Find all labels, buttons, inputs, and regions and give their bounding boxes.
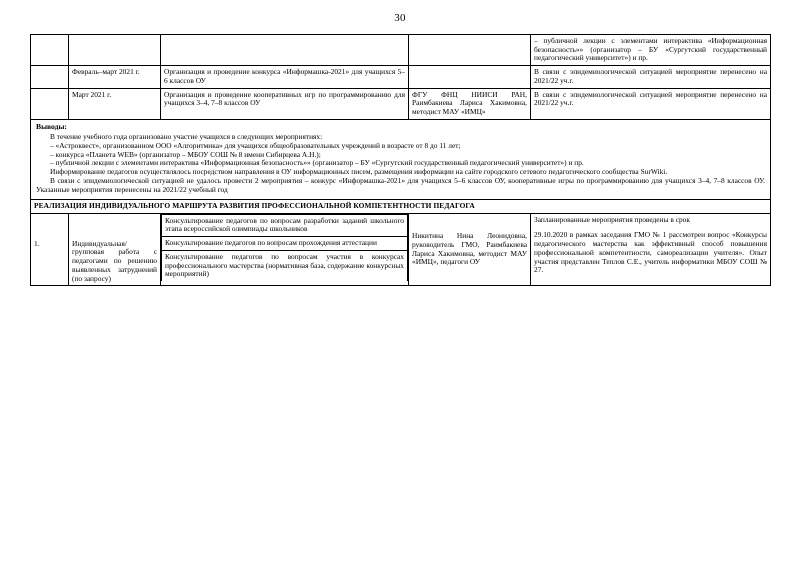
activity-row — [162, 237, 408, 251]
conclusions-paragraph: В течение учебного года организовано участие учащихся в следующих мероприятиях: — [50, 131, 323, 141]
conclusions-title: Выводы: — [36, 121, 67, 131]
table-row — [31, 66, 771, 88]
row-cell-responsible — [409, 66, 531, 88]
section-title-row — [31, 199, 771, 213]
conclusions-paragraph: – публичной лекции с элементами интерактива «Информационная безопасность»» (организатор – БУ «Сургутский государственный педагогический университет») и пр. — [50, 158, 584, 168]
row-cell-period: Февраль–март 2021 г. — [69, 66, 161, 88]
row-cell-result: В связи с эпидемиологической ситуацией мероприятие перенесено на 2021/22 уч.г. — [531, 66, 771, 88]
page-number: 30 — [394, 12, 406, 24]
conclusions-cell — [31, 119, 771, 199]
activity-text: Консультирование педагогов по вопросам участия в конкурсах профессионального мастерства (нормативная база, содержание конкурсных мероприятий) — [162, 250, 408, 281]
row-cell-number — [31, 66, 69, 88]
row-cell-activities — [161, 213, 409, 286]
table-row — [31, 88, 771, 119]
table-row — [31, 213, 771, 286]
row-cell-period — [69, 35, 161, 66]
row-cell-responsible: Никитина Нина Леонидовна, руководитель ГМО, Раимбакиева Лариса Хакимовна, методист МАУ «ИМЦ», педагоги ОУ — [409, 213, 531, 286]
row-cell-form: Индивидуальная/ групповая работа с педагогами по решению выявленных затруднений (по запросу) — [69, 213, 161, 286]
row-cell-number — [31, 35, 69, 66]
conclusions-paragraph: – «Астроквест», организованном ООО «Алгоритмика» для учащихся общеобразовательных учреждений в возрасте от 8 до 11 лет; — [50, 140, 461, 150]
row-cell-period: Март 2021 г. — [69, 88, 161, 119]
activities-subtable — [161, 214, 408, 281]
activity-text: Консультирование педагогов по вопросам разработки заданий школьного этапа всероссийской олимпиады школьников — [162, 214, 408, 236]
conclusions-paragraph: – конкурса «Планета WEB» (организатор – МБОУ СОШ № 8 имени Сибирцева А.Н.); — [50, 149, 321, 159]
row-cell-result: – публичной лекции с элементами интерактива «Информационная безопасность»» (организатор – БУ «Сургутский государственный педагогический университет») и пр. — [531, 35, 771, 66]
row-cell-content: Организация и проведение конкурса «Информашка-2021» для учащихся 5–6 классов ОУ — [161, 66, 409, 88]
section-title: РЕАЛИЗАЦИЯ ИНДИВИДУАЛЬНОГО МАРШРУТА РАЗВИТИЯ ПРОФЕССИОНАЛЬНОЙ КОМПЕТЕНТНОСТИ ПЕДАГОГА — [31, 199, 771, 213]
row-cell-content: Организация и проведение кооперативных игр по программированию для учащихся 3–4, 7–8 классов ОУ — [161, 88, 409, 119]
activity-text: Консультирование педагогов по вопросам прохождения аттестации — [162, 237, 408, 251]
conclusions-paragraph: Информирование педагогов осуществлялось посредством направления в ОУ информационных писем, размещения информации на сайте городского сетевого педагогического сообщества SurWiki. — [50, 167, 668, 177]
conclusions-row — [31, 119, 771, 199]
conclusions-paragraph: В связи с эпидемиологической ситуацией не удалось провести 2 мероприятия – конкурс «Информашка-2021» для учащихся 5–6 классов ОУ, кооперативные игры по программированию для учащихся 3–4, 7–8 классов ОУ. Указанные мероприятия перенесены на 2021/22 учебный год — [36, 176, 765, 195]
table-row — [31, 35, 771, 66]
main-document-table — [30, 34, 771, 286]
result-detail: 29.10.2020 в рамках заседания ГМО № 1 рассмотрен вопрос «Конкурсы педагогического мастерства как эффективный способ повышения профессиональной компетентности, самореализации учителя». Опыт участия представлен Теплов С.Е., учитель информатики МБОУ СОШ № 27. — [534, 230, 767, 275]
result-summary: Запланированные мероприятия проведены в срок — [534, 214, 690, 224]
row-cell-result — [531, 213, 771, 286]
row-cell-content — [161, 35, 409, 66]
row-cell-responsible — [409, 35, 531, 66]
activity-row — [162, 250, 408, 281]
row-cell-responsible: ФГУ ФНЦ НИИСИ РАН, Раимбакиева Лариса Хакимовна, методист МАУ «ИМЦ» — [409, 88, 531, 119]
activity-row — [162, 214, 408, 236]
row-cell-number — [31, 88, 69, 119]
row-cell-result: В связи с эпидемиологической ситуацией мероприятие перенесено на 2021/22 уч.г. — [531, 88, 771, 119]
row-cell-number: 1. — [31, 213, 69, 286]
